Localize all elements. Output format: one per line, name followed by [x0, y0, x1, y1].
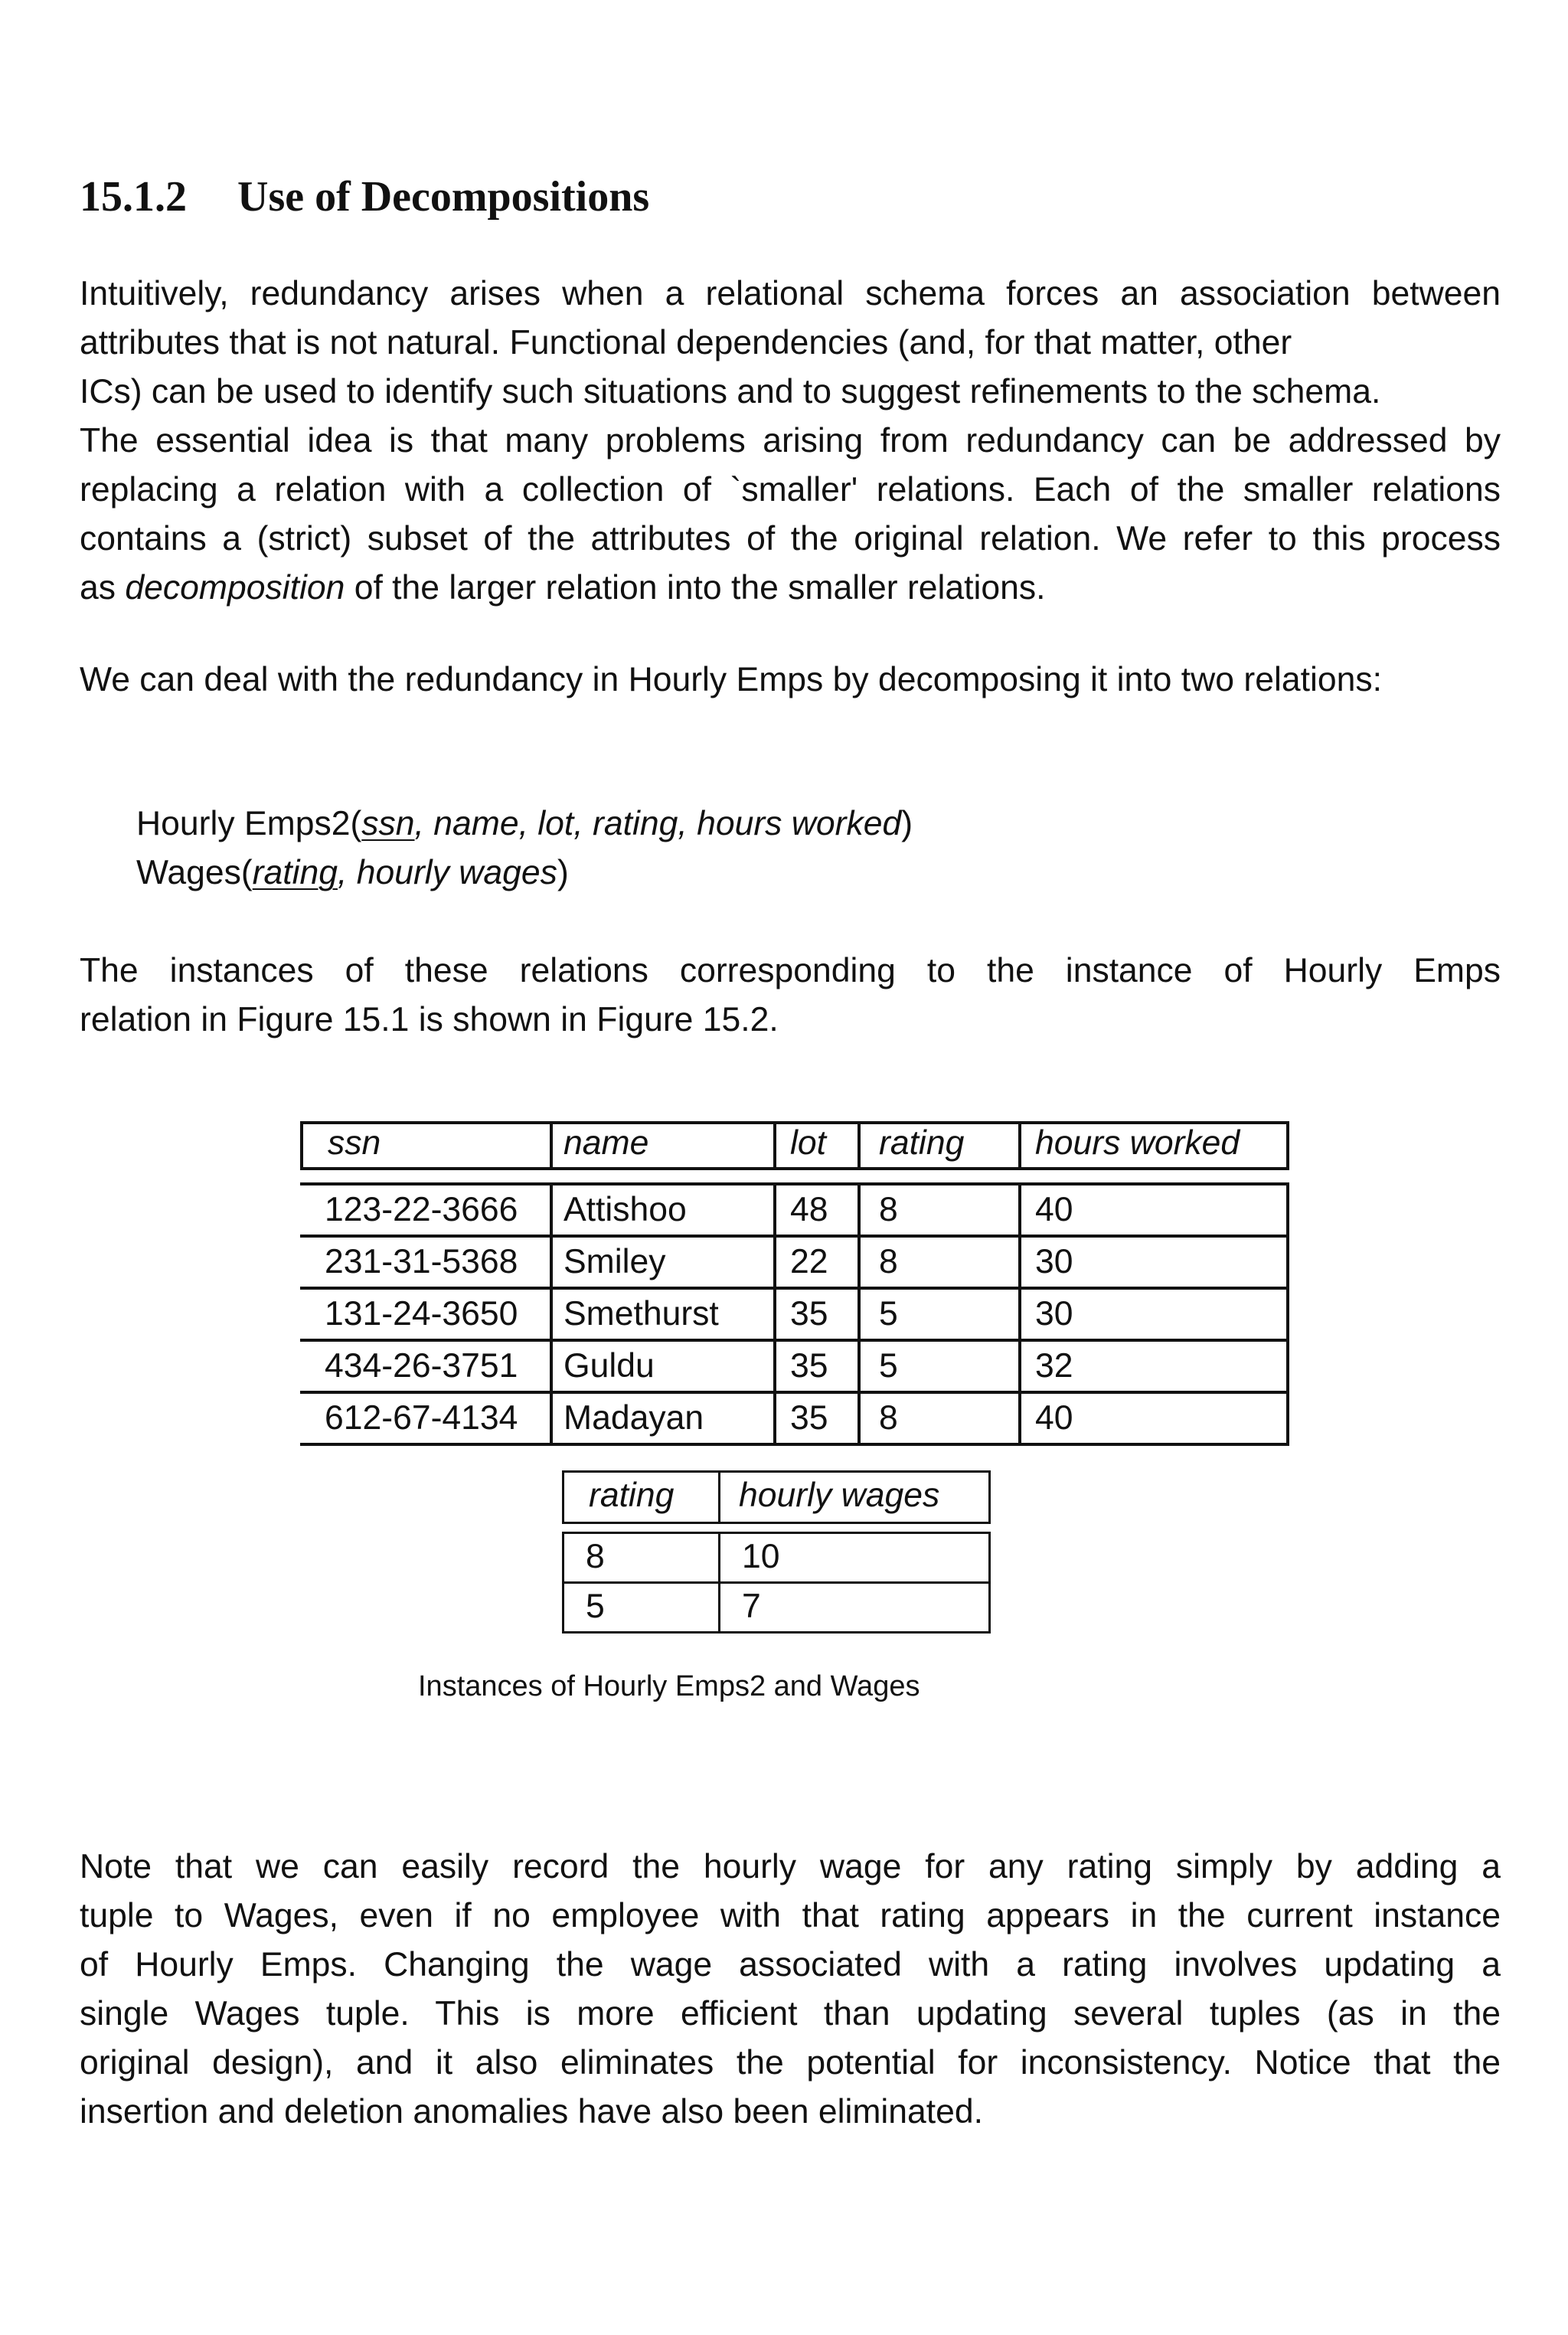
cell-rating: 5: [562, 1584, 718, 1631]
table-row: [300, 1394, 1289, 1446]
paragraph-line: ICs) can be used to identify such situations and to suggest refinements to the schema.: [80, 373, 1381, 410]
paragraph-instances: [80, 947, 1501, 1045]
cell-ssn: 231-31-5368: [325, 1243, 518, 1280]
column-header-ssn: ssn: [300, 1124, 550, 1167]
paragraph-line: contains a (strict) subset of the attributes of the original relation. We refer to this process: [80, 520, 1501, 558]
cell-rating: 8: [858, 1185, 1018, 1235]
relation-name: Hourly Emps2(: [136, 805, 362, 842]
cell-ssn: 131-24-3650: [325, 1295, 518, 1333]
column-header-hours-worked: hours worked: [1018, 1124, 1289, 1167]
cell-name: Guldu: [550, 1342, 773, 1391]
cell-rating: 8: [858, 1238, 1018, 1287]
cell-hours-worked: 30: [1018, 1290, 1289, 1339]
paragraph-line: original design), and it also eliminates the potential for inconsistency. Notice that the: [80, 2044, 1501, 2082]
text-fragment: as: [80, 569, 126, 607]
schema-hourly-emps2: [136, 800, 913, 849]
table-header-row: [562, 1470, 991, 1524]
cell-lot: 35: [773, 1394, 858, 1443]
column-header-rating: rating: [858, 1124, 1018, 1167]
cell-name: Smethurst: [550, 1290, 773, 1339]
table-header-row: [300, 1121, 1289, 1170]
column-header-rating: rating: [562, 1473, 718, 1522]
relation-name: Wages(: [136, 854, 253, 891]
paragraph-line: The essential idea is that many problems arising from redundancy can be addressed by: [80, 422, 1501, 459]
paragraph-line: of Hourly Emps. Changing the wage associated with a rating involves updating a: [80, 1946, 1501, 1983]
column-header-name: name: [550, 1124, 773, 1167]
cell-rating: 5: [858, 1290, 1018, 1339]
section-number: 15.1.2: [80, 173, 187, 221]
paragraph-line: replacing a relation with a collection of `smaller' relations. Each of the smaller relations: [80, 471, 1501, 509]
table-body: [562, 1532, 991, 1634]
paragraph-note: [80, 1843, 1501, 2137]
table-row: [562, 1534, 991, 1584]
paragraph-line: The instances of these relations corresponding to the instance of Hourly Emps: [80, 952, 1501, 989]
table-row: [300, 1342, 1289, 1394]
cell-lot: 48: [773, 1185, 858, 1235]
table-row: [300, 1238, 1289, 1290]
paragraph-line: attributes that is not natural. Functional dependencies (and, for that matter, other: [80, 324, 1292, 361]
cell-name: Attishoo: [550, 1185, 773, 1235]
paragraph-line: insertion and deletion anomalies have also been eliminated.: [80, 2093, 984, 2131]
cell-ssn: 612-67-4134: [325, 1399, 518, 1437]
text-fragment: of the larger relation into the smaller relations.: [345, 569, 1046, 607]
column-header-hourly-wages: hourly wages: [718, 1473, 991, 1522]
attribute-list: , name, lot, rating, hours worked: [414, 805, 902, 842]
cell-hours-worked: 32: [1018, 1342, 1289, 1391]
cell-hours-worked: 40: [1018, 1185, 1289, 1235]
wages-table: [562, 1470, 991, 1634]
cell-rating: 8: [562, 1534, 718, 1581]
table-row: [300, 1290, 1289, 1342]
close-paren: ): [557, 854, 569, 891]
table-row: [300, 1185, 1289, 1238]
paragraph-line: Intuitively, redundancy arises when a relational schema forces an association between: [80, 275, 1501, 312]
cell-hours-worked: 30: [1018, 1238, 1289, 1287]
emphasized-term: decomposition: [125, 569, 345, 607]
paragraph-line: tuple to Wages, even if no employee with that rating appears in the current instance: [80, 1897, 1501, 1934]
paragraph-line: [80, 564, 1501, 613]
paragraph-line: Note that we can easily record the hourly wage for any rating simply by adding a: [80, 1848, 1501, 1885]
table-row: [562, 1584, 991, 1634]
cell-rating: 8: [858, 1394, 1018, 1443]
cell-hourly-wages: 7: [718, 1584, 991, 1631]
relation-schemas: [136, 800, 913, 898]
schema-wages: [136, 849, 913, 898]
cell-hours-worked: 40: [1018, 1394, 1289, 1443]
paragraph-line: relation in Figure 15.1 is shown in Figure 15.2.: [80, 1001, 779, 1038]
paragraph-decompose: [80, 656, 1501, 705]
hourly-emps2-table: [300, 1121, 1289, 1446]
section-heading: [80, 170, 649, 224]
cell-lot: 22: [773, 1238, 858, 1287]
cell-name: Smiley: [550, 1238, 773, 1287]
figure-caption: Instances of Hourly Emps2 and Wages: [418, 1670, 920, 1702]
section-title: Use of Decompositions: [237, 173, 650, 221]
attribute-list: , hourly wages: [338, 854, 557, 891]
paragraph-line: single Wages tuple. This is more efficient than updating several tuples (as in the: [80, 1995, 1501, 2032]
column-header-lot: lot: [773, 1124, 858, 1167]
cell-rating: 5: [858, 1342, 1018, 1391]
table-body: [300, 1182, 1289, 1446]
cell-hourly-wages: 10: [718, 1534, 991, 1581]
paragraph-intro: [80, 270, 1501, 613]
cell-lot: 35: [773, 1290, 858, 1339]
cell-lot: 35: [773, 1342, 858, 1391]
paragraph-line: We can deal with the redundancy in Hourly Emps by decomposing it into two relations:: [80, 661, 1382, 698]
cell-ssn: 434-26-3751: [325, 1347, 518, 1385]
cell-ssn: 123-22-3666: [325, 1191, 518, 1228]
cell-name: Madayan: [550, 1394, 773, 1443]
key-attribute: ssn: [361, 805, 415, 842]
key-attribute: rating: [252, 854, 338, 891]
close-paren: ): [901, 805, 913, 842]
